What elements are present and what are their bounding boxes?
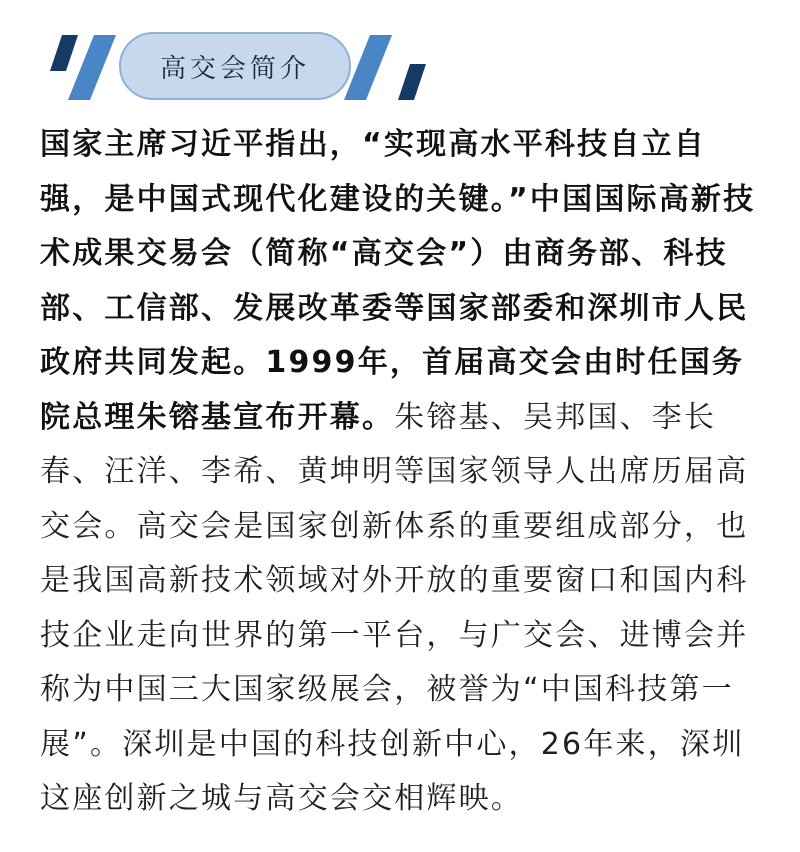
left-slash-light [68,35,116,100]
right-slash-dark [398,64,426,100]
article-bold-text: 国家主席习近平指出，“实现高水平科技自立自强，是中国式现代化建设的关键。”中国国际高新技术成果交易会（简称“高交会”）由商务部、科技部、工信部、发展改革委等国家部委和深圳市人民政府共同发起。1999年，首届高交会由时任国务院总理朱镕基宣布开幕。 [40,127,756,435]
article-normal-text: 朱镕基、吴邦国、李长春、汪洋、李希、黄坤明等国家领导人出席历届高交会。高交会是国家创新体系的重要组成部分，也是我国高新技术领域对外开放的重要窗口和国内科技企业走向世界的第一平台，与广交会、进博会并称为中国三大国家级展会，被誉为“中国科技第一展”。深圳是中国的科技创新中心，26年来，深圳这座创新之城与高交会交相辉映。 [40,399,749,816]
section-header [0,0,800,112]
left-slash-dark [50,35,78,71]
article-body [40,118,760,827]
right-slash-light [344,35,392,100]
section-title: 高交会简介 [159,53,310,84]
